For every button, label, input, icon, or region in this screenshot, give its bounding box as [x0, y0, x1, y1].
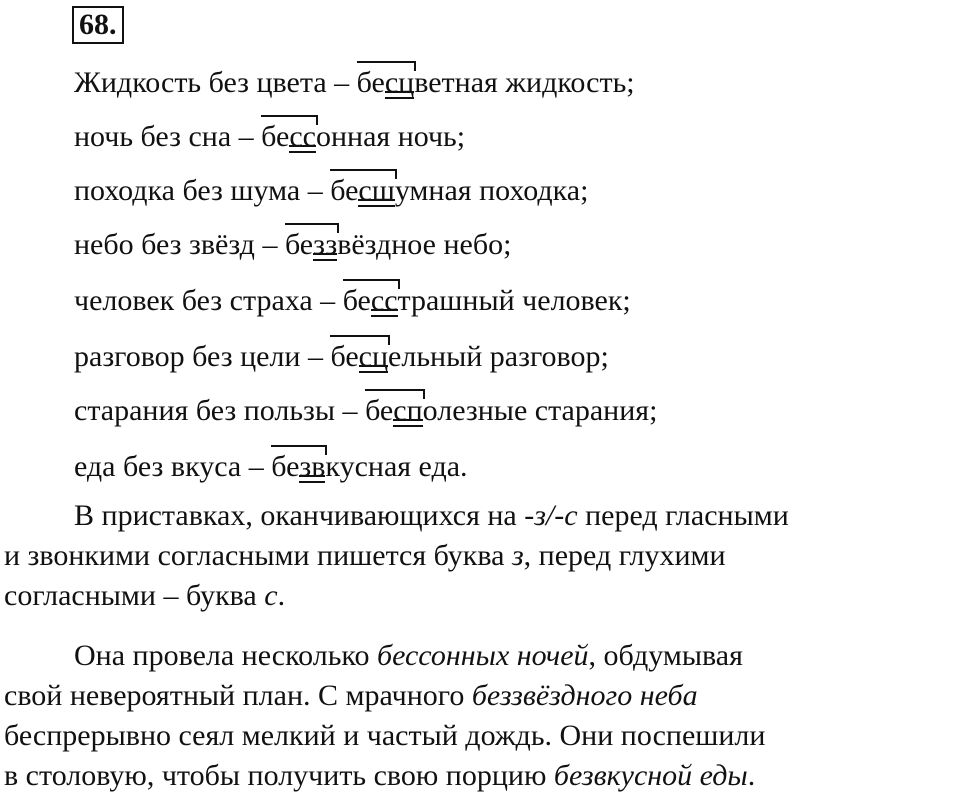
double-underlined-letters: сш: [358, 174, 395, 207]
double-underlined-letters: сп: [393, 394, 423, 427]
pair-source: небо без звёзд –: [74, 228, 285, 261]
word-formed: беззвёздное небо;: [284, 228, 512, 261]
prefix-mark: бесп: [365, 394, 423, 427]
word-pair-line: [74, 450, 468, 484]
prefix-mark: бесш: [330, 174, 395, 207]
word-pair-line: [74, 174, 588, 208]
prefix-mark: бесс: [342, 284, 398, 317]
pair-source: человек без страха –: [74, 284, 343, 317]
word-pair-line: [74, 284, 631, 318]
double-underlined-letters: зв: [299, 450, 326, 483]
story-italic-phrase: бессонных ночей: [376, 639, 589, 672]
pair-source: походка без шума –: [74, 174, 331, 207]
double-underlined-letters: сц: [384, 66, 415, 99]
word-formed: бессонная ночь;: [261, 120, 466, 153]
double-underlined-letters: сс: [370, 284, 398, 317]
word-pair-line: [74, 228, 511, 262]
story-paragraph: Она провела несколько бессонных ночей, обдумывая свой невероятный план. С мрачного беззвёздного неба беспрерывно сеял мелкий и частый дождь. Они поспешили в столовую, чтобы получить свою порцию безвкусной еды.: [4, 639, 766, 792]
pair-source: еда без вкуса –: [74, 450, 272, 483]
story-italic-phrase: беззвёздного неба: [471, 679, 698, 712]
prefix-mark: бесц: [330, 340, 389, 373]
exercise-number: 68.: [72, 6, 124, 44]
double-underlined-letters: сц: [358, 340, 389, 373]
word-formed: бесполезные старания;: [365, 394, 658, 427]
word-pair-line: [74, 120, 465, 154]
word-pair-line: [74, 66, 635, 100]
word-formed: бесцельный разговор;: [330, 340, 609, 373]
rule-italic-letter-s: с: [264, 579, 278, 612]
double-underlined-letters: зз: [313, 228, 338, 261]
rule-italic-letter-z: з: [511, 539, 524, 572]
prefix-mark: безв: [271, 450, 326, 483]
word-pair-line: [74, 394, 657, 428]
story-italic-phrase: безвкусной еды: [553, 759, 748, 792]
prefix-mark: бесс: [261, 120, 316, 153]
word-formed: бесстрашный человек;: [342, 284, 631, 317]
rule-paragraph: В приставках, оканчивающихся на -з/-с перед гласными и звонкими согласными пишется буква з, перед глухими согласными – буква с.: [4, 499, 789, 612]
rule-italic-morpheme: -з/-с: [524, 499, 578, 532]
word-formed: бесшумная походка;: [330, 174, 589, 207]
pair-source: старания без пользы –: [74, 394, 366, 427]
pair-source: разговор без цели –: [74, 340, 331, 373]
word-formed: бесцветная жидкость;: [356, 66, 635, 99]
word-formed: безвкусная еда.: [271, 450, 468, 483]
double-underlined-letters: сс: [289, 120, 316, 153]
prefix-mark: безз: [284, 228, 338, 261]
prefix-mark: бесц: [356, 66, 415, 99]
pair-source: Жидкость без цвета –: [74, 66, 357, 99]
pair-source: ночь без сна –: [74, 120, 262, 153]
word-pair-line: [74, 340, 609, 374]
